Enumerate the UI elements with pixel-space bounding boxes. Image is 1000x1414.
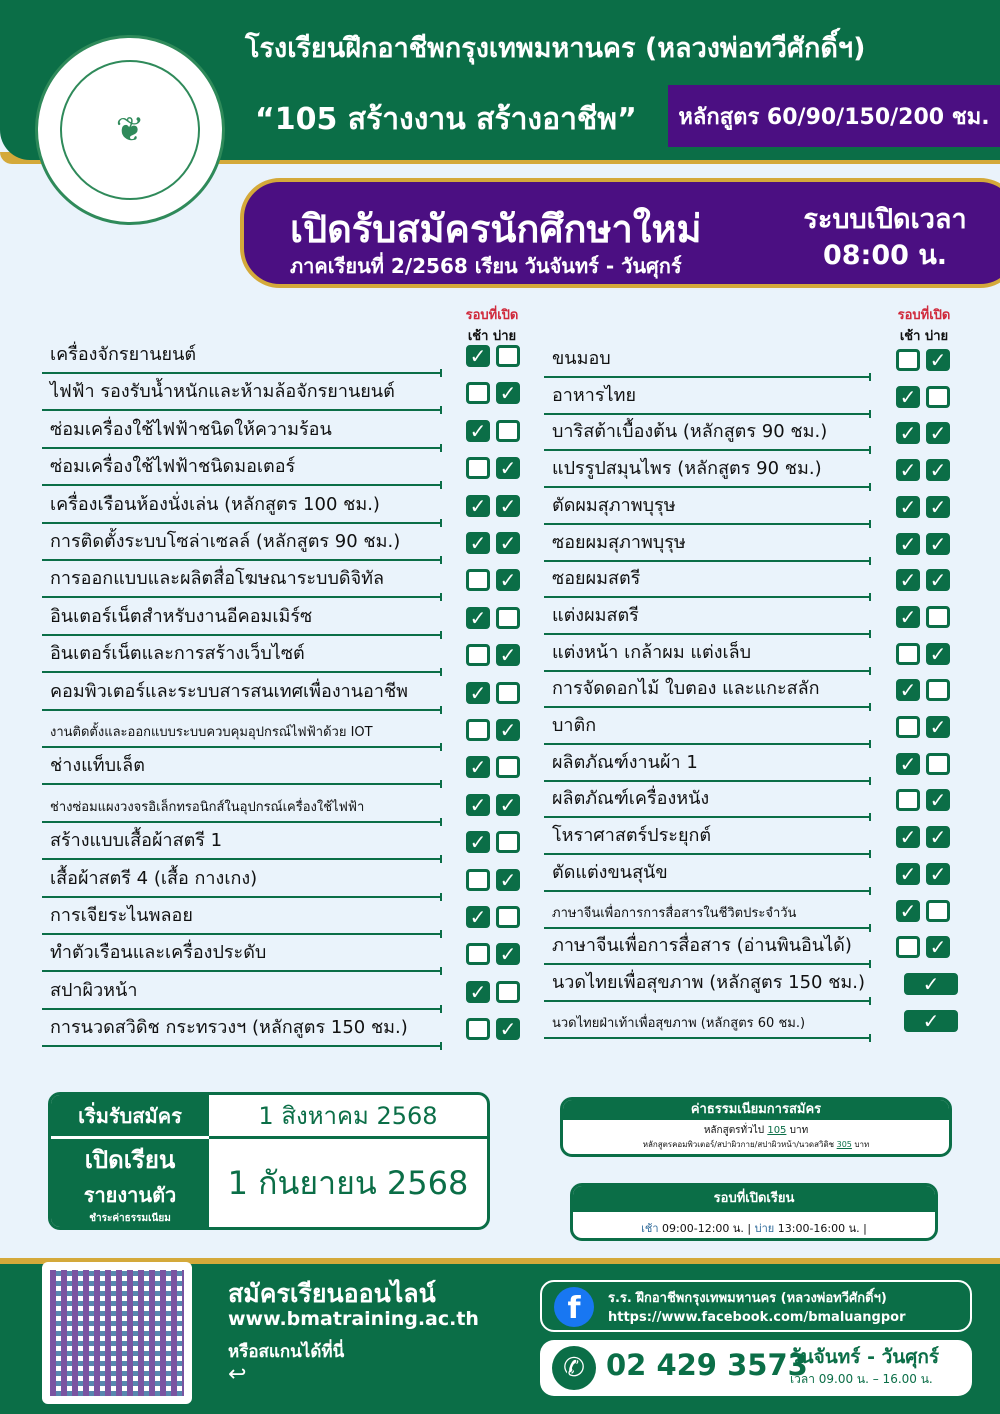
apply-online: สมัครเรียนออนไลน์ — [228, 1279, 436, 1308]
checked-checkbox: ✓ — [466, 756, 490, 778]
fees-title: ค่าธรรมเนียมการสมัคร — [563, 1100, 949, 1120]
unchecked-checkbox — [896, 789, 920, 811]
course-name: การจัดดอกไม้ ใบตอง และแกะสลัก — [552, 678, 820, 700]
unchecked-checkbox — [896, 349, 920, 371]
open-date: 1 กันยายน 2568 — [227, 1163, 469, 1202]
course-row — [552, 495, 966, 525]
facebook-name: ร.ร. ฝึกอาชีพกรุงเทพมหานคร (หลวงพ่อทวีศักดิ์ฯ) — [608, 1291, 887, 1306]
divider — [42, 933, 440, 935]
course-row — [50, 830, 536, 860]
unchecked-checkbox — [896, 716, 920, 738]
checked-checkbox: ✓ — [496, 794, 520, 816]
morning-label: เช้า — [467, 329, 489, 344]
course-name: ช่างแท็บเล็ต — [50, 755, 145, 777]
unchecked-checkbox — [496, 607, 520, 629]
unchecked-checkbox — [496, 345, 520, 367]
course-row — [552, 642, 966, 672]
course-row — [552, 421, 966, 451]
afternoon-label: บ่าย — [924, 329, 949, 344]
course-row — [50, 568, 536, 598]
pay-label: ชำระค่าธรรมเนียม — [89, 1213, 171, 1224]
course-name: การนวดสวิดิช กระทรวงฯ (หลักสูตร 150 ชม.) — [50, 1017, 408, 1039]
checked-checkbox: ✓ — [926, 533, 950, 555]
checked-checkbox: ✓ — [896, 863, 920, 885]
course-row — [50, 868, 536, 898]
checked-checkbox: ✓ — [466, 981, 490, 1003]
divider — [544, 376, 869, 378]
unchecked-checkbox — [496, 420, 520, 442]
course-name: อินเตอร์เน็ตสำหรับงานอีคอมเมิร์ซ — [50, 605, 313, 627]
unchecked-checkbox — [926, 386, 950, 408]
course-row — [50, 494, 536, 524]
facebook-url[interactable]: https://www.facebook.com/bmaluangpor — [608, 1310, 906, 1325]
course-row — [552, 678, 966, 708]
checked-checkbox: ✓ — [496, 869, 520, 891]
course-row — [50, 681, 536, 711]
open-label: เปิดเรียน — [84, 1146, 176, 1174]
right-column-header — [884, 304, 964, 346]
fees-box — [560, 1097, 952, 1157]
checked-checkbox: ✓ — [926, 459, 950, 481]
office-days: วันจันทร์ - วันศุกร์ — [790, 1346, 940, 1368]
divider — [42, 634, 440, 636]
checked-checkbox: ✓ — [926, 936, 950, 958]
fees-special-amount: 305 — [836, 1140, 852, 1149]
schedule-box — [570, 1183, 938, 1241]
divider — [42, 970, 440, 972]
course-name: ซ่อมเครื่องใช้ไฟฟ้าชนิดมอเตอร์ — [50, 456, 296, 478]
course-row — [50, 942, 536, 972]
schedule-times: เช้า 09:00-12:00 น. | บ่าย 13:00-16:00 น. | — [641, 1222, 867, 1235]
course-name: ตัดแต่งขนสุนัข — [552, 861, 668, 883]
left-column-header — [452, 304, 532, 346]
course-name: ซอยผมสุภาพบุรุษ — [552, 531, 686, 553]
divider — [544, 1037, 869, 1039]
divider — [544, 890, 869, 892]
course-row — [50, 419, 536, 449]
course-name: การเจียระไนพลอย — [50, 905, 193, 926]
course-row — [50, 793, 536, 823]
checked-checkbox: ✓ — [896, 496, 920, 518]
course-name: งานติดตั้งและออกแบบระบบควบคุมอุปกรณ์ไฟฟ้าด้วย IOT — [50, 725, 373, 740]
school-name: โรงเรียนฝึกอาชีพกรุงเทพมหานคร (หลวงพ่อทวีศักดิ์ฯ) — [245, 33, 866, 64]
unchecked-checkbox — [466, 869, 490, 891]
phone-icon: ✆ — [552, 1346, 596, 1390]
divider — [544, 743, 869, 745]
course-row — [50, 344, 536, 374]
course-name: เสื้อผ้าสตรี 4 (เสื้อ กางเกง) — [50, 867, 258, 889]
course-name: แต่งหน้า เกล้าผม แต่งเล็บ — [552, 641, 752, 663]
checked-checkbox: ✓ — [926, 349, 950, 371]
divider — [42, 896, 440, 898]
course-row — [50, 980, 536, 1010]
course-row — [552, 532, 966, 562]
checked-checkbox: ✓ — [896, 422, 920, 444]
course-name: นวดไทยเพื่อสุขภาพ (หลักสูตร 150 ชม.) — [552, 971, 866, 993]
morning-time: 09:00-12:00 น. — [662, 1222, 744, 1235]
course-name: เครื่องเรือนห้องนั่งเล่น (หลักสูตร 100 ชม.) — [50, 493, 380, 515]
divider — [42, 1008, 440, 1010]
checked-checkbox: ✓ — [496, 569, 520, 591]
divider — [42, 746, 440, 748]
divider — [42, 596, 440, 598]
course-row — [552, 458, 966, 488]
divider — [42, 821, 440, 823]
checked-checkbox: ✓ — [466, 794, 490, 816]
divider — [544, 927, 869, 929]
checked-checkbox: ✓ — [496, 719, 520, 741]
divider — [544, 413, 869, 415]
course-row — [552, 972, 966, 1002]
unchecked-checkbox — [466, 457, 490, 479]
course-name: ผลิตภัณฑ์เครื่องหนัง — [552, 788, 710, 810]
banner-subtitle: ภาคเรียนที่ 2/2568 เรียน วันจันทร์ - วันศุกร์ — [290, 254, 682, 278]
morning-label: เช้า — [641, 1222, 659, 1235]
checked-checkbox: ✓ — [466, 532, 490, 554]
arrow-icon: ↩ — [228, 1362, 247, 1387]
fees-special-label: หลักสูตรคอมพิวเตอร์/สปาผิวกาย/สปาผิวหน้า/นวดสวิดิช — [642, 1140, 835, 1149]
course-row — [552, 1009, 966, 1039]
scan-text: หรือสแกนได้ที่นี่ — [228, 1342, 345, 1362]
course-row — [552, 788, 966, 818]
checked-checkbox: ✓ — [926, 716, 950, 738]
course-name: ภาษาจีนเพื่อการการสื่อสารในชีวิตประจำวัน — [552, 905, 797, 921]
course-name: ผลิตภัณฑ์งานผ้า 1 — [552, 751, 698, 773]
checked-checkbox: ✓ — [926, 789, 950, 811]
course-name: คอมพิวเตอร์และระบบสารสนเทศเพื่องานอาชีพ — [50, 680, 409, 702]
checked-checkbox: ✓ — [896, 533, 920, 555]
course-name: เครื่องจักรยานยนต์ — [50, 344, 197, 365]
banner-title: เปิดรับสมัครนักศึกษาใหม่ — [290, 207, 702, 251]
open-time: 08:00 น. — [822, 240, 948, 271]
course-row — [50, 606, 536, 636]
website-link[interactable]: www.bmatraining.ac.th — [228, 1308, 479, 1330]
seal-emblem-icon: ❦ — [60, 60, 200, 200]
fees-general-amount: 105 — [767, 1125, 787, 1136]
dates-table — [48, 1092, 490, 1230]
unchecked-checkbox — [896, 643, 920, 665]
course-row — [552, 862, 966, 892]
unchecked-checkbox — [496, 981, 520, 1003]
divider — [544, 706, 869, 708]
office-hours: เวลา 09.00 น. – 16.00 น. — [790, 1372, 933, 1386]
checked-checkbox: ✓ — [896, 679, 920, 701]
course-row — [50, 1017, 536, 1047]
unchecked-checkbox — [496, 831, 520, 853]
checked-checkbox: ✓ — [466, 345, 490, 367]
system-open-time — [790, 202, 980, 274]
course-row — [552, 715, 966, 745]
checked-checkbox: ✓ — [896, 753, 920, 775]
afternoon-label: บ่าย — [492, 329, 517, 344]
unchecked-checkbox — [466, 569, 490, 591]
checked-checkbox: ✓ — [896, 900, 920, 922]
divider — [42, 783, 440, 785]
unchecked-checkbox — [926, 900, 950, 922]
checked-checkbox: ✓ — [896, 386, 920, 408]
apply-date: 1 สิงหาคม 2568 — [209, 1095, 487, 1139]
course-name: แปรรูปสมุนไพร (หลักสูตร 90 ชม.) — [552, 458, 822, 480]
round-label: รอบที่เปิด — [897, 308, 951, 323]
course-name: บาติก — [552, 715, 597, 736]
course-name: บาริสต้าเบื้องต้น (หลักสูตร 90 ชม.) — [552, 421, 828, 443]
course-row — [552, 605, 966, 635]
course-row — [552, 568, 966, 598]
course-name: แต่งผมสตรี — [552, 604, 639, 626]
course-name: ตัดผมสุภาพบุรุษ — [552, 494, 676, 516]
checked-checkbox: ✓ — [904, 973, 958, 995]
course-name: โหราศาสตร์ประยุกต์ — [552, 825, 712, 847]
unit: บาท — [854, 1140, 870, 1149]
checked-checkbox: ✓ — [926, 826, 950, 848]
course-name: ภาษาจีนเพื่อการสื่อสาร (อ่านพินอินได้) — [552, 935, 852, 957]
unchecked-checkbox — [466, 719, 490, 741]
course-name: นวดไทยฝ่าเท้าเพื่อสุขภาพ (หลักสูตร 60 ชม.) — [552, 1015, 806, 1031]
course-row — [50, 381, 536, 411]
unchecked-checkbox — [466, 943, 490, 965]
checked-checkbox: ✓ — [896, 459, 920, 481]
unchecked-checkbox — [896, 936, 920, 958]
divider — [544, 633, 869, 635]
divider — [42, 409, 440, 411]
unchecked-checkbox — [466, 382, 490, 404]
unchecked-checkbox — [496, 682, 520, 704]
course-name: ช่างซ่อมแผงวงจรอิเล็กทรอนิกส์ในอุปกรณ์เครื่องใช้ไฟฟ้า — [50, 799, 365, 815]
course-row — [50, 456, 536, 486]
fees-general-label: หลักสูตรทั่วไป — [703, 1125, 765, 1136]
open-label-cell — [51, 1139, 209, 1227]
facebook-icon: f — [554, 1287, 594, 1327]
checked-checkbox: ✓ — [466, 906, 490, 928]
checked-checkbox: ✓ — [496, 457, 520, 479]
course-row — [50, 755, 536, 785]
checked-checkbox: ✓ — [496, 382, 520, 404]
unchecked-checkbox — [926, 606, 950, 628]
system-open-label: ระบบเปิดเวลา — [803, 204, 967, 235]
course-name: ซ่อมเครื่องใช้ไฟฟ้าชนิดให้ความร้อน — [50, 418, 332, 440]
course-row — [50, 905, 536, 935]
school-seal-logo — [35, 35, 225, 225]
divider — [544, 853, 869, 855]
divider — [42, 709, 440, 711]
unchecked-checkbox — [926, 753, 950, 775]
course-name: ไฟฟ้า รองรับน้ำหนักและห้ามล้อจักรยานยนต์ — [50, 381, 395, 403]
divider — [42, 858, 440, 860]
unchecked-checkbox — [466, 1018, 490, 1040]
checked-checkbox: ✓ — [926, 863, 950, 885]
checked-checkbox: ✓ — [496, 495, 520, 517]
checked-checkbox: ✓ — [896, 826, 920, 848]
slogan: “105 สร้างงาน สร้างอาชีพ” — [255, 102, 637, 137]
schedule-title: รอบที่เปิดเรียน — [573, 1186, 935, 1212]
unchecked-checkbox — [926, 679, 950, 701]
unchecked-checkbox — [496, 906, 520, 928]
divider — [544, 449, 869, 451]
course-name: สปาผิวหน้า — [50, 979, 138, 1001]
unchecked-checkbox — [496, 756, 520, 778]
afternoon-label: บ่าย — [754, 1222, 775, 1235]
divider — [42, 484, 440, 486]
checked-checkbox: ✓ — [496, 532, 520, 554]
course-row — [552, 825, 966, 855]
apply-label: เริ่มรับสมัคร — [51, 1095, 209, 1139]
course-name: สร้างแบบเสื้อผ้าสตรี 1 — [50, 830, 223, 852]
checked-checkbox: ✓ — [466, 831, 490, 853]
morning-label: เช้า — [899, 329, 921, 344]
facebook-box[interactable] — [540, 1280, 972, 1332]
course-row — [552, 935, 966, 965]
checked-checkbox: ✓ — [466, 420, 490, 442]
course-row — [552, 385, 966, 415]
checked-checkbox: ✓ — [926, 643, 950, 665]
phone-number[interactable]: 02 429 3573 — [606, 1348, 808, 1382]
fees-general — [563, 1123, 949, 1138]
checked-checkbox: ✓ — [496, 943, 520, 965]
divider — [544, 780, 869, 782]
course-name: อินเตอร์เน็ตและการสร้างเว็บไซต์ — [50, 643, 305, 665]
checked-checkbox: ✓ — [466, 607, 490, 629]
unchecked-checkbox — [466, 644, 490, 666]
divider — [544, 963, 869, 965]
divider — [42, 1045, 440, 1047]
checked-checkbox: ✓ — [496, 644, 520, 666]
afternoon-time: 13:00-16:00 น. — [777, 1222, 860, 1235]
divider — [544, 596, 869, 598]
checked-checkbox: ✓ — [466, 495, 490, 517]
course-row — [552, 899, 966, 929]
divider — [544, 1000, 869, 1002]
divider — [42, 372, 440, 374]
course-row — [50, 643, 536, 673]
divider — [544, 523, 869, 525]
checked-checkbox: ✓ — [496, 1018, 520, 1040]
course-name: การออกแบบและผลิตสื่อโฆษณาระบบดิจิทัล — [50, 568, 385, 590]
course-name: ทำตัวเรือนและเครื่องประดับ — [50, 942, 267, 964]
course-name: การติดตั้งระบบโซล่าเซลล์ (หลักสูตร 90 ชม.) — [50, 531, 401, 552]
qr-code[interactable] — [42, 1262, 192, 1404]
checked-checkbox: ✓ — [904, 1010, 958, 1032]
divider — [42, 671, 440, 673]
round-label: รอบที่เปิด — [465, 308, 519, 323]
checked-checkbox: ✓ — [926, 569, 950, 591]
course-row — [50, 531, 536, 561]
checked-checkbox: ✓ — [926, 422, 950, 444]
course-row — [552, 348, 966, 378]
checked-checkbox: ✓ — [896, 606, 920, 628]
course-name: ขนมอบ — [552, 348, 611, 369]
course-row — [552, 752, 966, 782]
unit: บาท — [789, 1125, 809, 1136]
course-name: ซอยผมสตรี — [552, 568, 641, 590]
divider — [544, 670, 869, 672]
divider — [42, 522, 440, 524]
course-hours-badge: หลักสูตร 60/90/150/200 ชม. — [668, 85, 1000, 147]
course-name: อาหารไทย — [552, 384, 637, 406]
phone-box — [540, 1340, 972, 1396]
course-row — [50, 718, 536, 748]
checked-checkbox: ✓ — [896, 569, 920, 591]
divider — [544, 816, 869, 818]
checked-checkbox: ✓ — [926, 496, 950, 518]
checked-checkbox: ✓ — [466, 682, 490, 704]
divider — [544, 486, 869, 488]
report-label: รายงานตัว — [83, 1183, 177, 1207]
divider — [42, 447, 440, 449]
fees-special — [563, 1138, 949, 1151]
divider — [544, 560, 869, 562]
divider — [42, 559, 440, 561]
